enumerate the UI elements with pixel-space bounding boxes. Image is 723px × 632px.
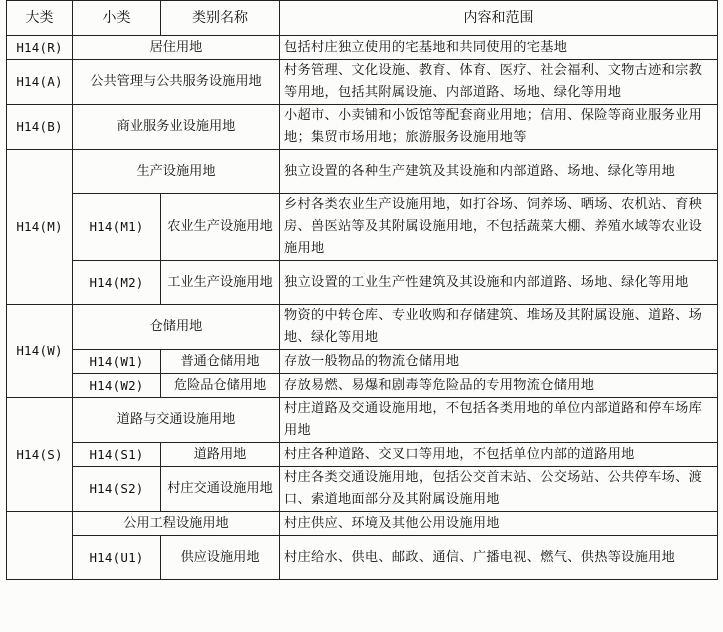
scope-cell: 小超市、小卖铺和小饭馆等配套商业用地；信用、保险等商业服务业用地；集贸市场用地；旅游服务设施用地等: [280, 105, 718, 150]
scope-cell: 乡村各类农业生产设施用地，如打谷场、饲养场、晒场、农机站、育秧房、兽医站等及其附属设施用地，不包括蔬菜大棚、养殖水域等农业设施用地: [280, 194, 718, 261]
category-name-cell: 工业生产设施用地: [161, 261, 280, 305]
minor-code-cell: H14(U1): [73, 536, 161, 580]
major-code-cell: H14(A): [7, 60, 73, 105]
table-row: [7, 60, 718, 105]
table-row: [7, 443, 718, 467]
major-code-cell: H14(S): [7, 398, 73, 512]
scope-cell: 独立设置的各种生产建筑及其设施和内部道路、场地、绿化等用地: [280, 150, 718, 194]
major-code-cell: H14(W): [7, 305, 73, 398]
table-row: [7, 374, 718, 398]
category-name-cell: 道路用地: [161, 443, 280, 467]
table-row: [7, 36, 718, 60]
scope-cell: 物资的中转仓库、专业收购和存储建筑、堆场及其附属设施、道路、场地、绿化等用地: [280, 305, 718, 350]
minor-code-cell: H14(S1): [73, 443, 161, 467]
major-code-cell: [7, 512, 73, 580]
category-name-cell: 生产设施用地: [73, 150, 280, 194]
major-code-cell: H14(B): [7, 105, 73, 150]
header-major: 大类: [7, 1, 73, 36]
table-row: [7, 398, 718, 443]
scope-cell: 存放一般物品的物流仓储用地: [280, 350, 718, 374]
category-name-cell: 公共管理与公共服务设施用地: [73, 60, 280, 105]
major-code-cell: H14(M): [7, 150, 73, 305]
category-name-cell: 普通仓储用地: [161, 350, 280, 374]
scope-cell: 村庄给水、供电、邮政、通信、广播电视、燃气、供热等设施用地: [280, 536, 718, 580]
category-name-cell: 农业生产设施用地: [161, 194, 280, 261]
minor-code-cell: H14(M1): [73, 194, 161, 261]
scope-cell: 独立设置的工业生产性建筑及其设施和内部道路、场地、绿化等用地: [280, 261, 718, 305]
table-row: [7, 536, 718, 580]
minor-code-cell: H14(S2): [73, 467, 161, 512]
scope-cell: 村庄各类交通设施用地，包括公交首末站、公交场站、公共停车场、渡口、索道地面部分及其附属设施用地: [280, 467, 718, 512]
table-row: [7, 194, 718, 261]
header-category: 类别名称: [161, 1, 280, 36]
minor-code-cell: H14(W2): [73, 374, 161, 398]
land-use-classification-table: [6, 0, 718, 580]
category-name-cell: 供应设施用地: [161, 536, 280, 580]
table-row: [7, 305, 718, 350]
minor-code-cell: H14(M2): [73, 261, 161, 305]
scope-cell: 村庄各种道路、交叉口等用地，不包括单位内部的道路用地: [280, 443, 718, 467]
category-name-cell: 仓储用地: [73, 305, 280, 350]
table-row: [7, 150, 718, 194]
scope-cell: 存放易燃、易爆和剧毒等危险品的专用物流仓储用地: [280, 374, 718, 398]
header-scope: 内容和范围: [280, 1, 718, 36]
category-name-cell: 商业服务业设施用地: [73, 105, 280, 150]
minor-code-cell: H14(W1): [73, 350, 161, 374]
major-code-cell: H14(R): [7, 36, 73, 60]
scope-cell: 包括村庄独立使用的宅基地和共同使用的宅基地: [280, 36, 718, 60]
category-name-cell: 公用工程设施用地: [73, 512, 280, 536]
header-row: [7, 1, 718, 36]
table-row: [7, 105, 718, 150]
header-minor: 小类: [73, 1, 161, 36]
table-row: [7, 261, 718, 305]
scope-cell: 村庄道路及交通设施用地，不包括各类用地的单位内部道路和停车场库用地: [280, 398, 718, 443]
scope-cell: 村务管理、文化设施、教育、体育、医疗、社会福利、文物古迹和宗教等用地，包括其附属设施、内部道路、场地、绿化等用地: [280, 60, 718, 105]
scope-cell: 村庄供应、环境及其他公用设施用地: [280, 512, 718, 536]
table-row: [7, 467, 718, 512]
category-name-cell: 居住用地: [73, 36, 280, 60]
table-row: [7, 512, 718, 536]
category-name-cell: 危险品仓储用地: [161, 374, 280, 398]
category-name-cell: 村庄交通设施用地: [161, 467, 280, 512]
category-name-cell: 道路与交通设施用地: [73, 398, 280, 443]
table-row: [7, 350, 718, 374]
